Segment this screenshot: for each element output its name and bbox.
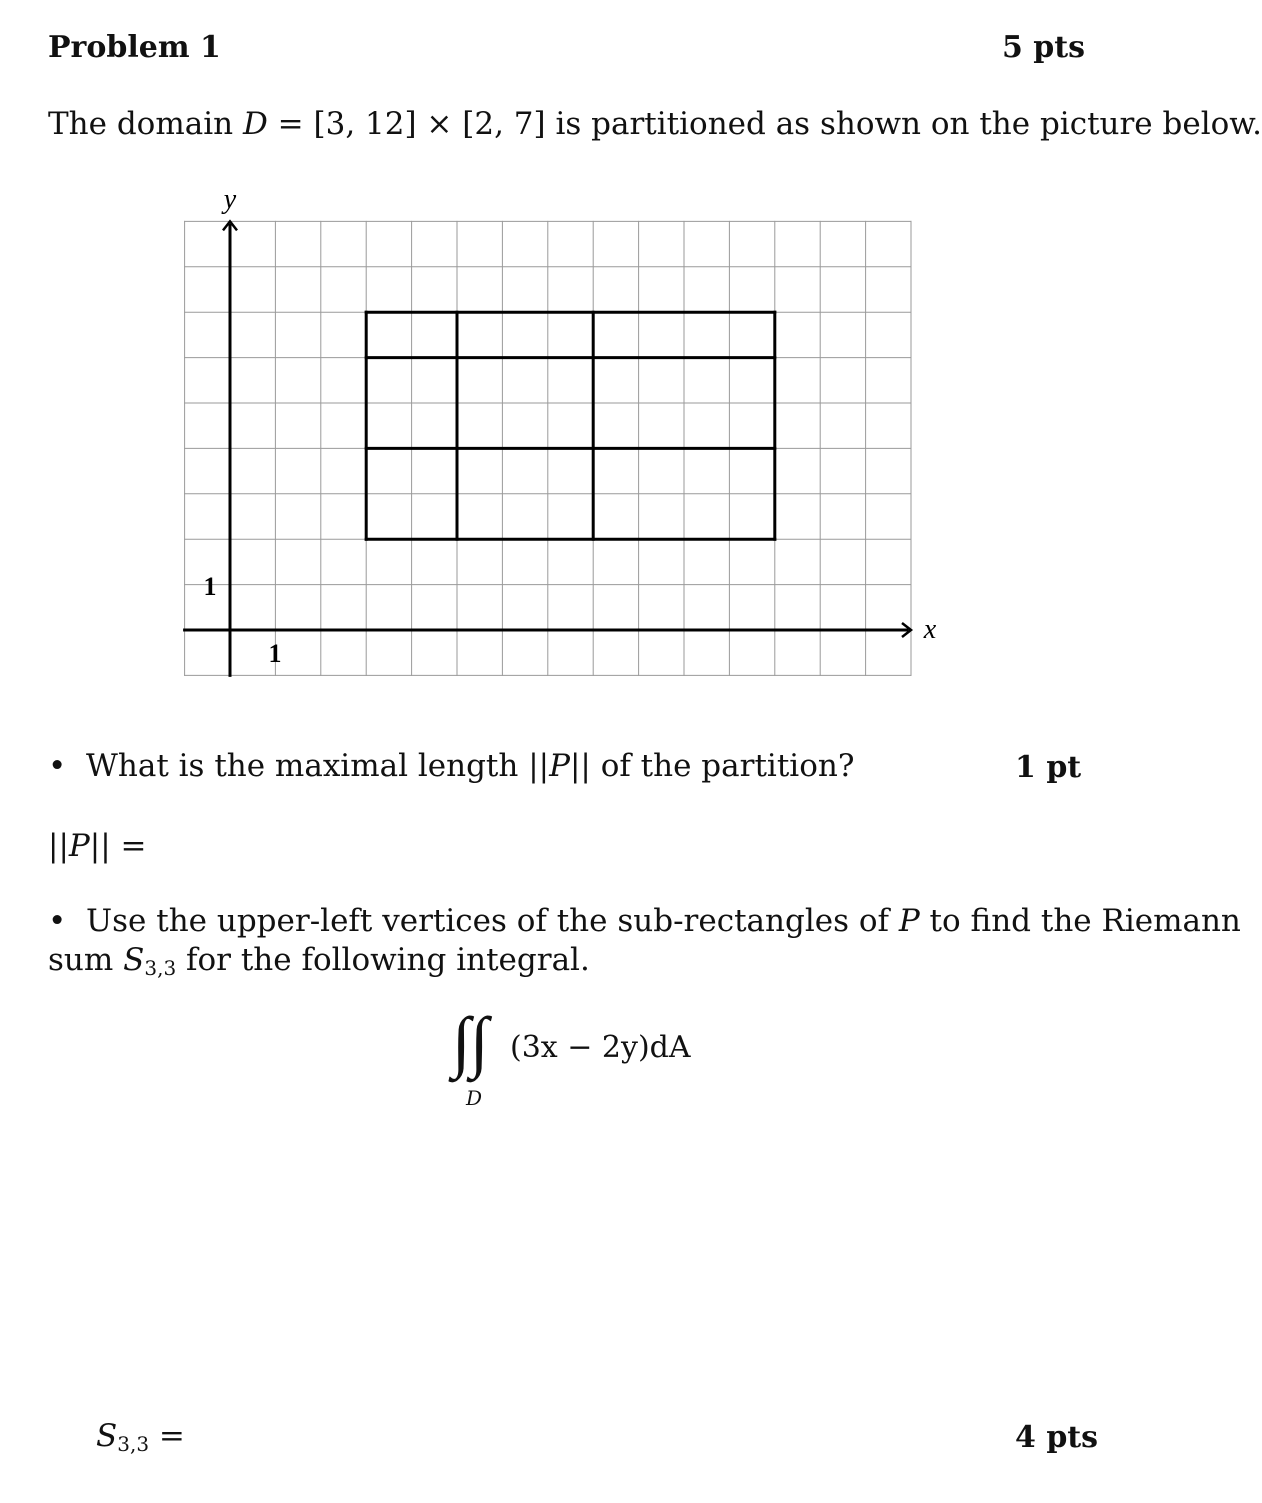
sans-sub: 3,3 <box>117 1432 150 1456</box>
q2-line2-sub: 3,3 <box>144 956 177 980</box>
q2-line2-before: sum <box>48 942 124 978</box>
x-tick-label: 1 <box>268 639 282 668</box>
intro-suffix: is partitioned as shown on the picture below. <box>545 106 1262 142</box>
intro-domain: = [3, 12] × [2, 7] <box>267 106 546 142</box>
x-axis-label: x <box>923 614 937 645</box>
sans-eq: = <box>149 1418 185 1454</box>
question-1 <box>48 748 854 784</box>
partition-rectangles <box>366 312 775 539</box>
pans-after: || = <box>89 828 147 864</box>
integrand: (3x − 2y)dA <box>510 1030 691 1065</box>
q2-line2-after: for the following integral. <box>176 942 590 978</box>
partition-figure <box>0 0 1205 720</box>
y-axis-label: y <box>223 184 237 215</box>
question-2-points: 4 pts <box>1015 1420 1099 1455</box>
double-integral <box>452 1003 712 1120</box>
problem-title: Problem 1 <box>48 30 221 65</box>
intro-prefix: The domain <box>48 106 243 142</box>
problem-points: 5 pts <box>1001 30 1085 65</box>
bullet: • <box>48 903 67 939</box>
y-tick-label: 1 <box>203 572 217 601</box>
q2-line1-before: Use the upper-left vertices of the sub-rectangles of <box>86 903 899 939</box>
sans-var: S <box>96 1418 118 1454</box>
q1-text-before: What is the maximal length || <box>86 748 550 784</box>
question-2-line-1 <box>48 903 1241 939</box>
integral-sign-1: ∫ <box>452 1003 471 1079</box>
intro-var: D <box>242 106 268 142</box>
q2-line1-var: P <box>898 903 920 939</box>
integral-sign-2: ∫ <box>470 1003 489 1079</box>
q2-line2-var: S <box>123 942 145 978</box>
question-2-line-2 <box>48 942 590 980</box>
bullet: • <box>48 748 67 784</box>
q1-var: P <box>549 748 570 784</box>
riemann-sum-answer-label <box>96 1418 185 1456</box>
question-1-points: 1 pt <box>1015 750 1082 785</box>
integral-region: D <box>466 1086 483 1110</box>
pans-before: || <box>48 828 69 864</box>
norm-answer-label <box>48 828 146 864</box>
q1-text-after: || of the partition? <box>569 748 855 784</box>
pans-var: P <box>68 828 90 864</box>
q2-line1-after: to find the Riemann <box>919 903 1241 939</box>
